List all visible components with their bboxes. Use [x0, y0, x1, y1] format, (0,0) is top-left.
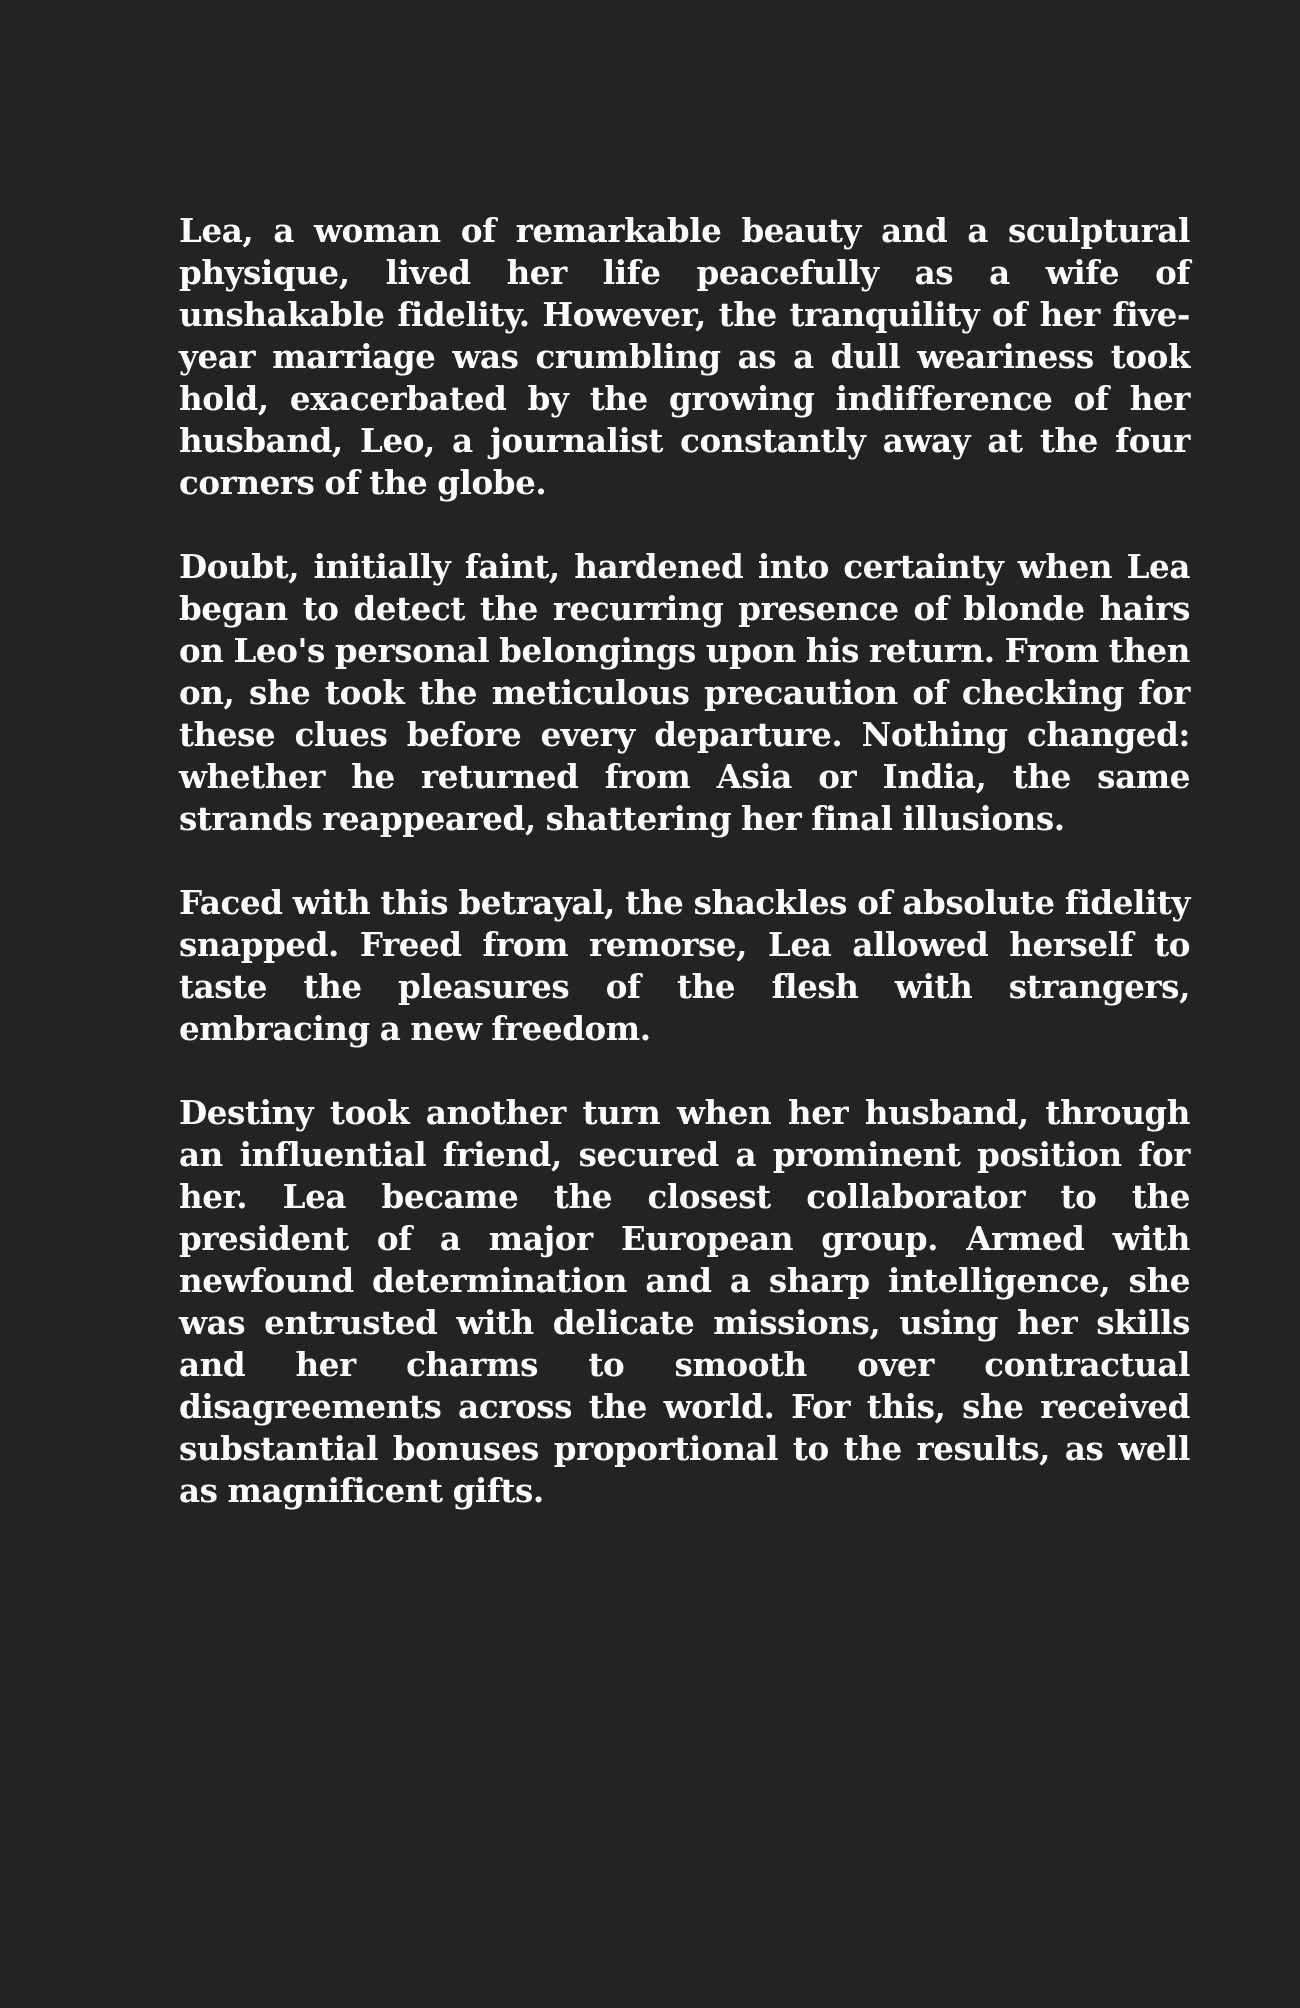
- paragraph-4: Destiny took another turn when her husband, through an influential friend, secured a prominent position for her. Lea became the closest collaborator to the president of a major European group. Armed with newfound determination and a sharp intelligence, she was entrusted with delicate missions, using her skills and her charms to smooth over contractual disagreements across the world. For this, she received substantial bonuses proportional to the results, as well as magnificent gifts.: [179, 1093, 1190, 1510]
- paragraph-1: Lea, a woman of remarkable beauty and a sculptural physique, lived her life peacefully as a wife of unshakable fidelity. However, the tranquility of her five-year marriage was crumbling as a dull weariness took hold, exacerbated by the growing indifference of her husband, Leo, a journalist constantly away at the four corners of the globe.: [179, 211, 1190, 502]
- paragraph-3: Faced with this betrayal, the shackles of absolute fidelity snapped. Freed from remorse, Lea allowed herself to taste the pleasures of the flesh with strangers, embracing a new freedom.: [179, 883, 1190, 1048]
- paragraph-2: Doubt, initially faint, hardened into certainty when Lea began to detect the recurring presence of blonde hairs on Leo's personal belongings upon his return. From then on, she took the meticulous precaution of checking for these clues before every departure. Nothing changed: whether he returned from Asia or India, the same strands reappeared, shattering her final illusions.: [179, 547, 1190, 838]
- body-text: [179, 210, 1190, 1512]
